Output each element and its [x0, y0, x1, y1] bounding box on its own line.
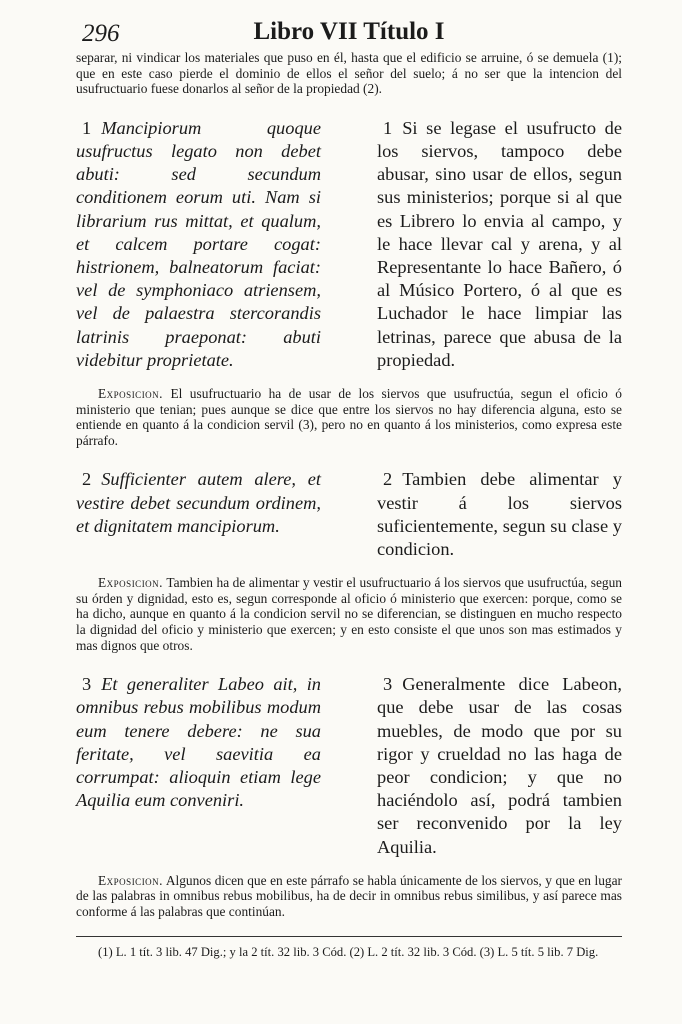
exposicion-label: Exposicion. [98, 386, 164, 402]
exposicion-3 [76, 873, 622, 920]
latin-number: 1 [82, 117, 92, 138]
exposicion-1 [76, 386, 622, 448]
exposicion-body: Tambien ha de alimentar y vestir el usufructuario á los siervos que usufructúa, segun su órden y dignidad, esto es, segun corresponde al oficio ó ministerio que exercen: porque, como se ha dicho, aunque en quanto á la condicion servil no se diferencian, se distinguen en mucho respecto la dignidad del oficio y ministerio que exercen; y en esto consiste el que unos son mas estimados y mas dignos que otros. [76, 575, 622, 653]
footnotes: (1) L. 1 tít. 3 lib. 47 Dig.; y la 2 tít. 32 lib. 3 Cód. (2) L. 2 tít. 32 lib. 3 Cód. (3) L. 5 tít. 5 lib. 7 Dig. [98, 944, 599, 959]
section-2 [76, 468, 622, 561]
spanish-number: 2 [383, 469, 393, 490]
page-number: 296 [82, 20, 120, 47]
latin-text-2 [76, 468, 321, 561]
exposicion-label: Exposicion. [98, 872, 164, 888]
intro-paragraph: separar, ni vindicar los materiales que puso en él, hasta que el edificio se arruine, ó se demuela (1); que en este caso pierde el dominio de ellos el señor del suelo; á no ser que la intencion del usufructuario fuese donarlos al señor de la propiedad (2). [76, 50, 622, 97]
spanish-body: Generalmente dice Labeon, que debe usar de las cosas muebles, de modo que por su rigor y crueldad no las haga de peor condicion; y que no haciéndolo así, podrá tambien ser reconvenido por la ley Aquilia. [377, 674, 622, 857]
latin-number: 2 [82, 469, 92, 490]
exposicion-label: Exposicion. [98, 575, 164, 591]
spanish-text-3 [377, 673, 622, 859]
book-page [76, 14, 622, 972]
spanish-number: 1 [383, 117, 393, 138]
spanish-body: Si se legase el usufructo de los siervos, tampoco debe abusar, sino usar de ellos, segun sus ministerios; porque si al que es Librero lo envia al campo, y le hace llevar cal y arena, y al Representante lo hace Bañero, ó al Músico Portero, ó al que es Luchador le hace limpiar las letrinas, parece que abusa de la propiedad. [377, 117, 622, 370]
spanish-number: 3 [383, 674, 393, 695]
running-title: Libro VII Título I [253, 18, 445, 45]
footnote-rule [76, 936, 622, 937]
latin-text-1 [76, 117, 321, 372]
exposicion-body: El usufructuario ha de usar de los siervos que usufructúa, segun el oficio ó ministerio que tenian; pues aunque se dice que entre los siervos no hay diferencia alguna, esto se entiende en quanto á la condicion servil (3), pero no en quanto á los ministerios, como expresa este párrafo. [76, 386, 622, 448]
exposicion-body: Algunos dicen que en este párrafo se habla únicamente de los siervos, y que en lugar de las palabras in omnibus rebus mobilibus, ha de decir in omnibus rebus similibus, y así parece mas conforme á las palabras que continúan. [76, 872, 623, 919]
latin-body: Et generaliter Labeo ait, in omnibus rebus mobilibus modum eum tenere debere: ne sua feritate, vel saevitia ea corrumpat: alioquin etiam lege Aquilia eum conveniri. [76, 674, 321, 811]
exposicion-2 [76, 575, 622, 653]
latin-body: Sufficienter autem alere, et vestire debet secundum ordinem, et dignitatem mancipiorum. [76, 469, 321, 536]
latin-text-3 [76, 673, 321, 859]
spanish-text-1 [377, 117, 622, 372]
latin-body: Mancipiorum quoque usufructus legato non debet abuti: sed secundum conditionem eorum uti. Nam si librarium rus mittat, et qualum, et calcem portare cogat: histrionem, balneatorum faciat: vel de symphoniaco atriensem, vel de palaestra stercorandis latrinis praeponat: abuti videbitur proprietate. [76, 117, 321, 370]
spanish-text-2 [377, 468, 622, 561]
latin-number: 3 [82, 674, 92, 695]
spanish-body: Tambien debe alimentar y vestir á los siervos suficientemente, segun su clase y condicion. [377, 469, 622, 559]
page-header [76, 14, 622, 48]
section-1 [76, 117, 622, 372]
section-3 [76, 673, 622, 859]
